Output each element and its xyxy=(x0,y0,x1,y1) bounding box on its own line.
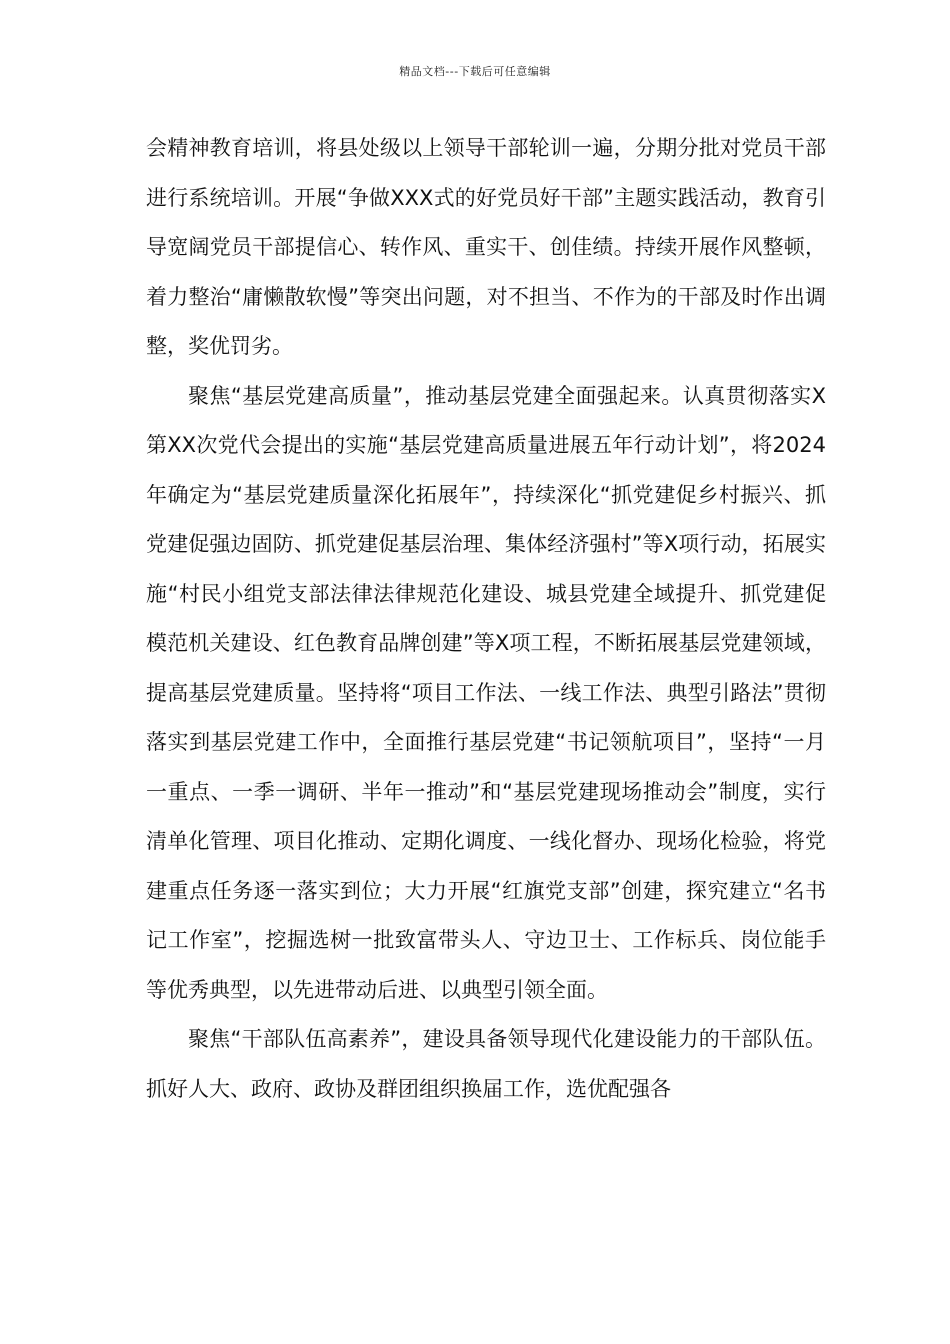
paragraph-3: 聚焦“干部队伍高素养”，建设具备领导现代化建设能力的干部队伍。抓好人大、政府、政协及群团组织换届工作，选优配强各 xyxy=(146,1027,826,1101)
paragraph-2: 聚焦“基层党建高质量”，推动基层党建全面强起来。认真贯彻落实X第XX次党代会提出的实施“基层党建高质量进展五年行动计划”，将2024年确定为“基层党建质量深化拓展年”，持续深化“抓党建促乡村振兴、抓党建促强边固防、抓党建促基层治理、集体经济强村”等X项行动，拓展实施“村民小组党支部法律法律规范化建设、城县党建全域提升、抓党建促模范机关建设、红色教育品牌创建”等X项工程，不断拓展基层党建领域，提高基层党建质量。坚持将“项目工作法、一线工作法、典型引路法”贯彻落实到基层党建工作中，全面推行基层党建“书记领航项目”，坚持“一月一重点、一季一调研、半年一推动”和“基层党建现场推动会”制度，实行清单化管理、项目化推动、定期化调度、一线化督办、现场化检验，将党建重点任务逐一落实到位；大力开展“红旗党支部”创建，探究建立“名书记工作室”，挖掘选树一批致富带头人、守边卫士、工作标兵、岗位能手等优秀典型，以先进带动后进、以典型引领全面。 xyxy=(146,383,826,1002)
page-header: 精品文档---下载后可任意编辑 xyxy=(399,65,551,78)
document-body xyxy=(146,124,826,1114)
paragraph-1: 会精神教育培训，将县处级以上领导干部轮训一遍，分期分批对党员干部进行系统培训。开展“争做XXX式的好党员好干部”主题实践活动，教育引导宽阔党员干部提信心、转作风、重实干、创佳绩。持续开展作风整顿，着力整治“庸懒散软慢”等突出问题，对不担当、不作为的干部及时作出调整，奖优罚劣。 xyxy=(146,136,826,358)
